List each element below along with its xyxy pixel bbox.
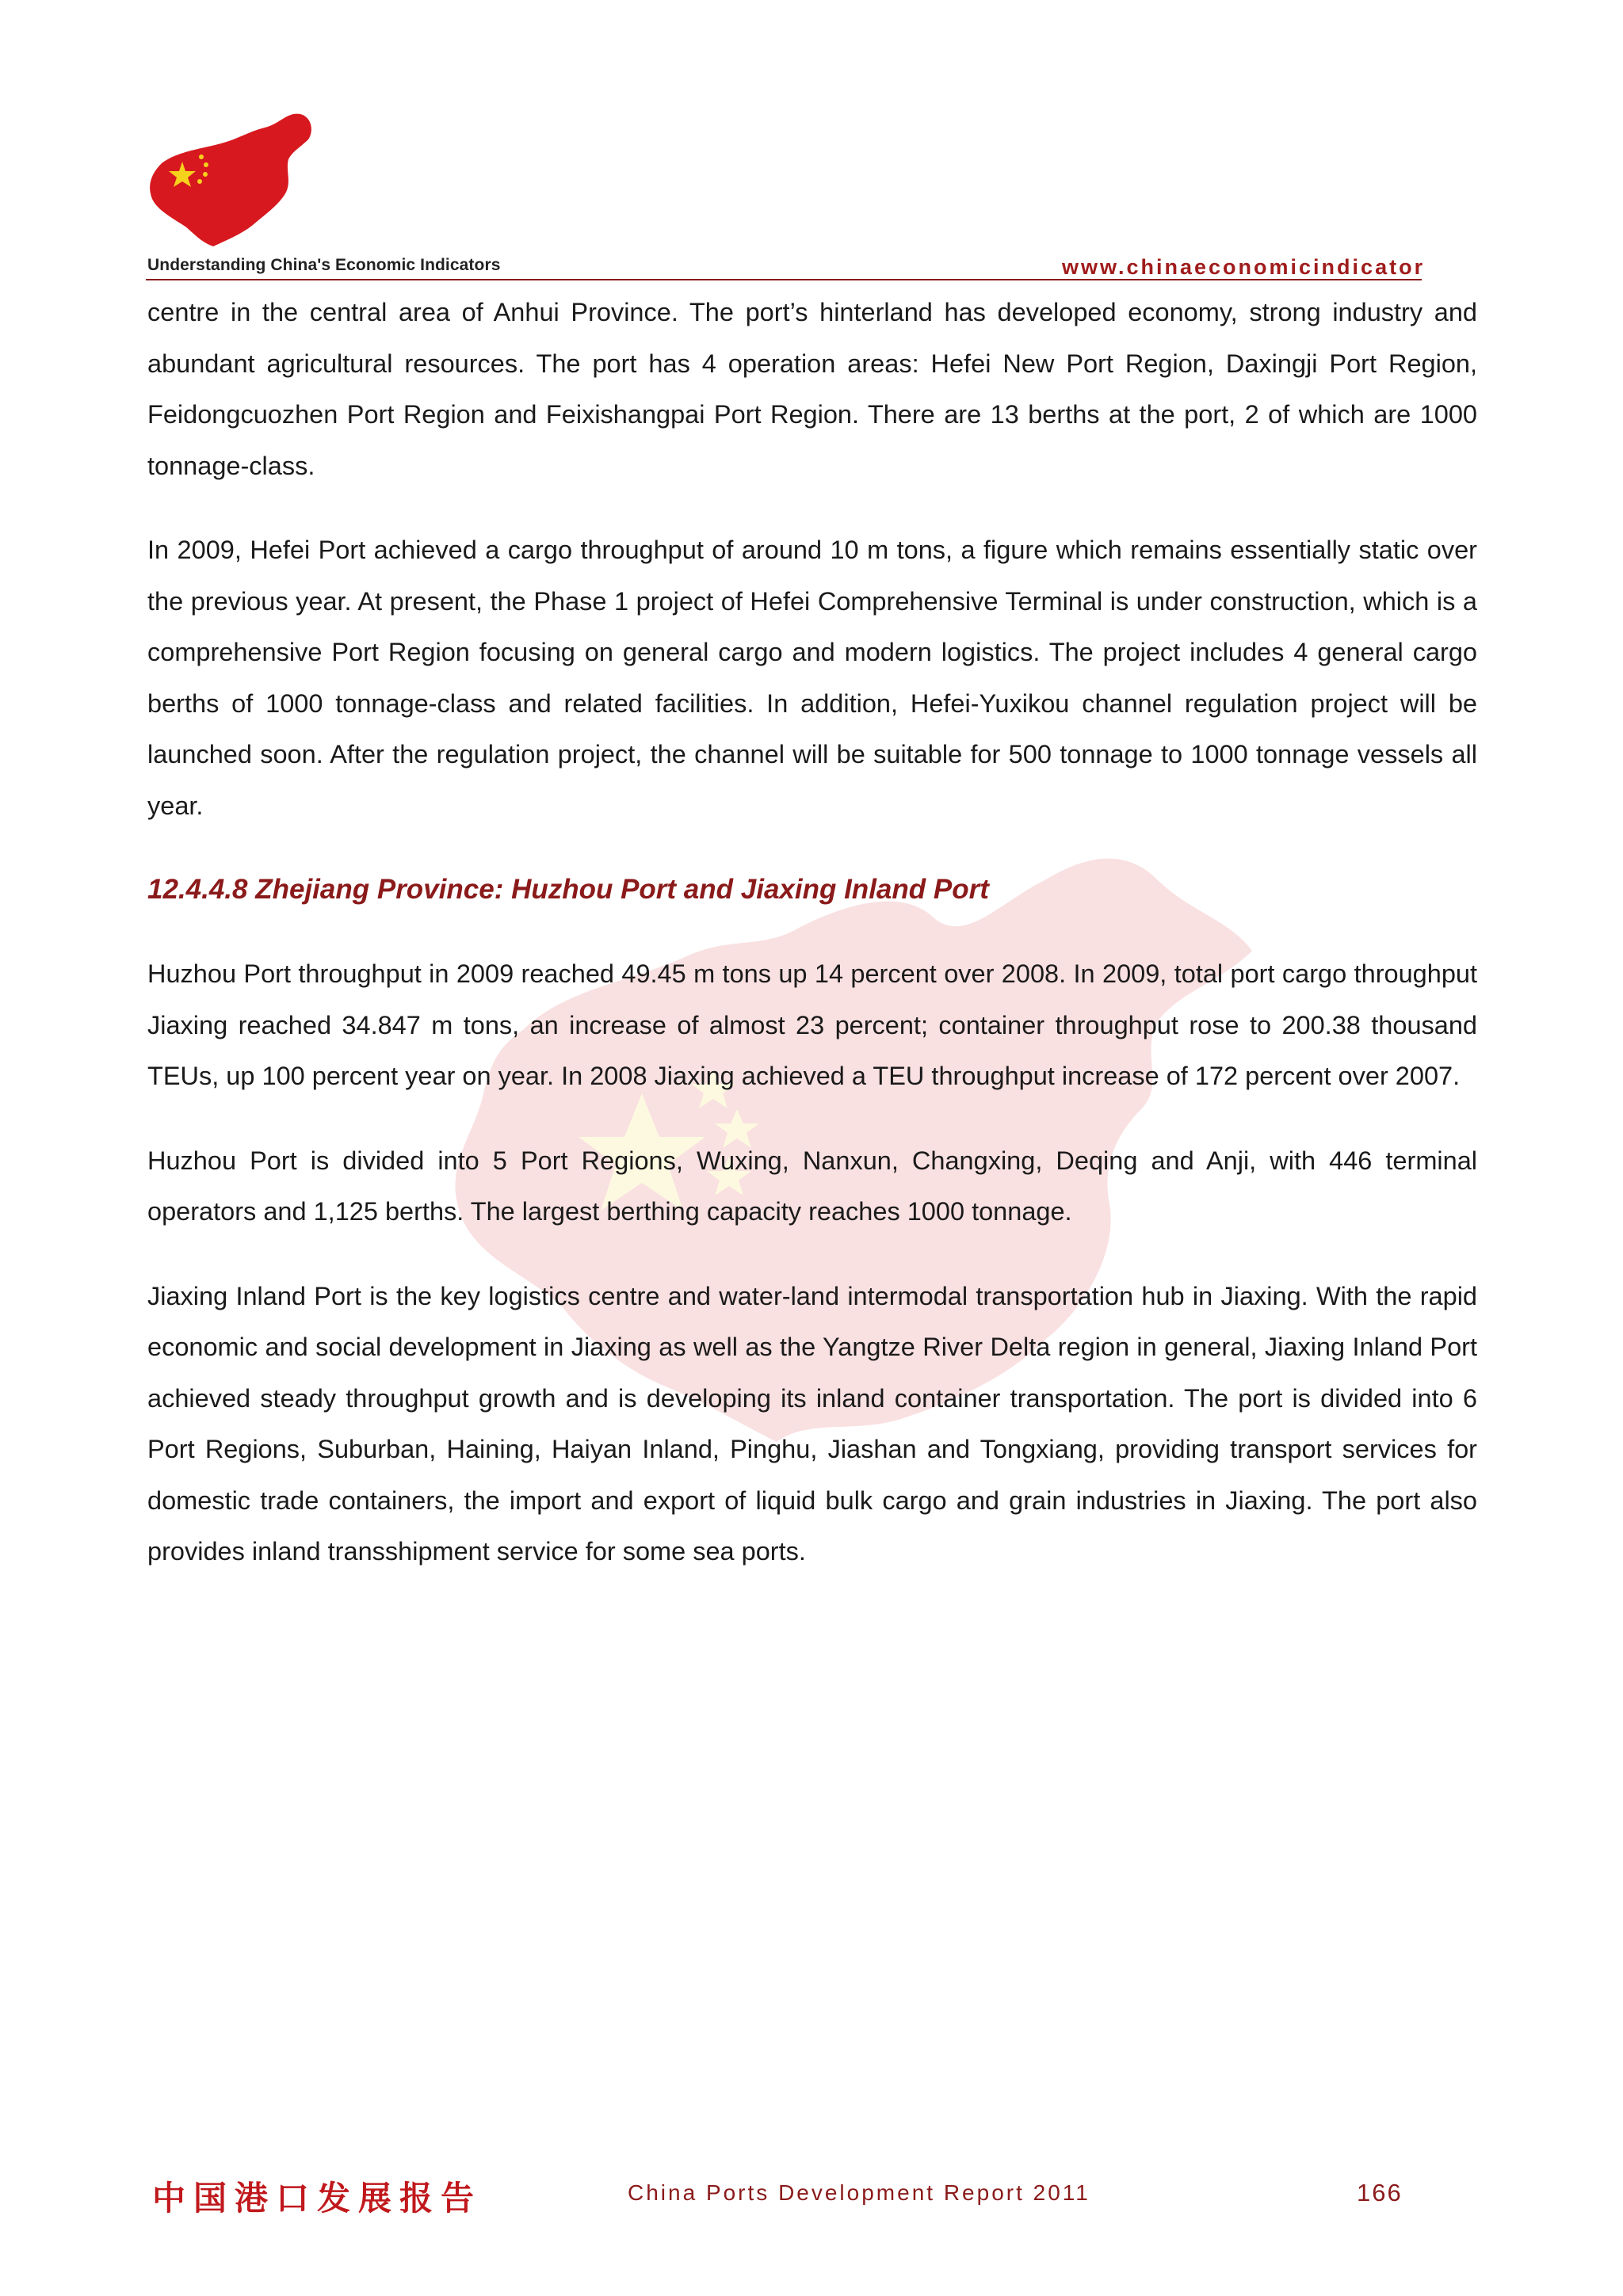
page-number: 166 [1357,2179,1403,2206]
footer-report-title: China Ports Development Report 2011 [628,2180,1090,2205]
body-paragraph-3: Huzhou Port throughput in 2009 reached 49.45 m tons up 14 percent over 2008. In 2009, total port cargo throughput Jiaxing reached 34.847 m tons, an increase of almost 23 percent; container throughput rose to 200.38 thousand TEUs, up 100 percent year on year. In 2008 Jiaxing achieved a TEU throughput increase of 172 percent over 2007. [147,959,1477,1090]
body-paragraph-1: centre in the central area of Anhui Province. The port’s hinterland has developed economy, strong industry and abundant agricultural resources. The port has 4 operation areas: Hefei New Port Region, Daxingji Port Region, Feidongcuozhen Port Region and Feixishangpai Port Region. There are 13 berths at the port, 2 of which are 1000 tonnage-class. [147,298,1477,480]
page-content [147,287,1477,1611]
body-paragraph-5: Jiaxing Inland Port is the key logistics centre and water-land intermodal transportation hub in Jiaxing. With the rapid economic and social development in Jiaxing as well as the Yangtze River Delta region in general, Jiaxing Inland Port achieved steady throughput growth and is developing its inland container transportation. The port is divided into 6 Port Regions, Suburban, Haining, Haiyan Inland, Pinghu, Jiashan and Tongxiang, providing transport services for domestic trade containers, the import and export of liquid bulk cargo and grain industries in Jiaxing. The port also provides inland transshipment service for some sea ports. [147,1281,1477,1566]
body-paragraph-2: In 2009, Hefei Port achieved a cargo throughput of around 10 m tons, a figure which remains essentially static over the previous year. At present, the Phase 1 project of Hefei Comprehensive Terminal is under construction, which is a comprehensive Port Region focusing on general cargo and modern logistics. The project includes 4 general cargo berths of 1000 tonnage-class and related facilities. In addition, Hefei-Yuxikou channel regulation project will be launched soon. After the regulation project, the channel will be suitable for 500 tonnage to 1000 tonnage vessels all year. [147,536,1477,820]
body-paragraph-4: Huzhou Port is divided into 5 Port Regions, Wuxing, Nanxun, Changxing, Deqing and Anji, with 446 terminal operators and 1,125 berths. The largest berthing capacity reaches 1000 tonnage. [147,1146,1477,1226]
header-tagline: Understanding China's Economic Indicators [147,256,501,274]
china-map-flag-icon [146,108,315,249]
section-heading: 12.4.4.8 Zhejiang Province: Huzhou Port and Jiaxing Inland Port [147,874,989,905]
header-divider [146,279,1422,280]
header-url-link[interactable]: www.chinaeconomicindicator [1062,255,1426,279]
footer-chinese-title: 中国港口发展报告 [152,2179,483,2218]
